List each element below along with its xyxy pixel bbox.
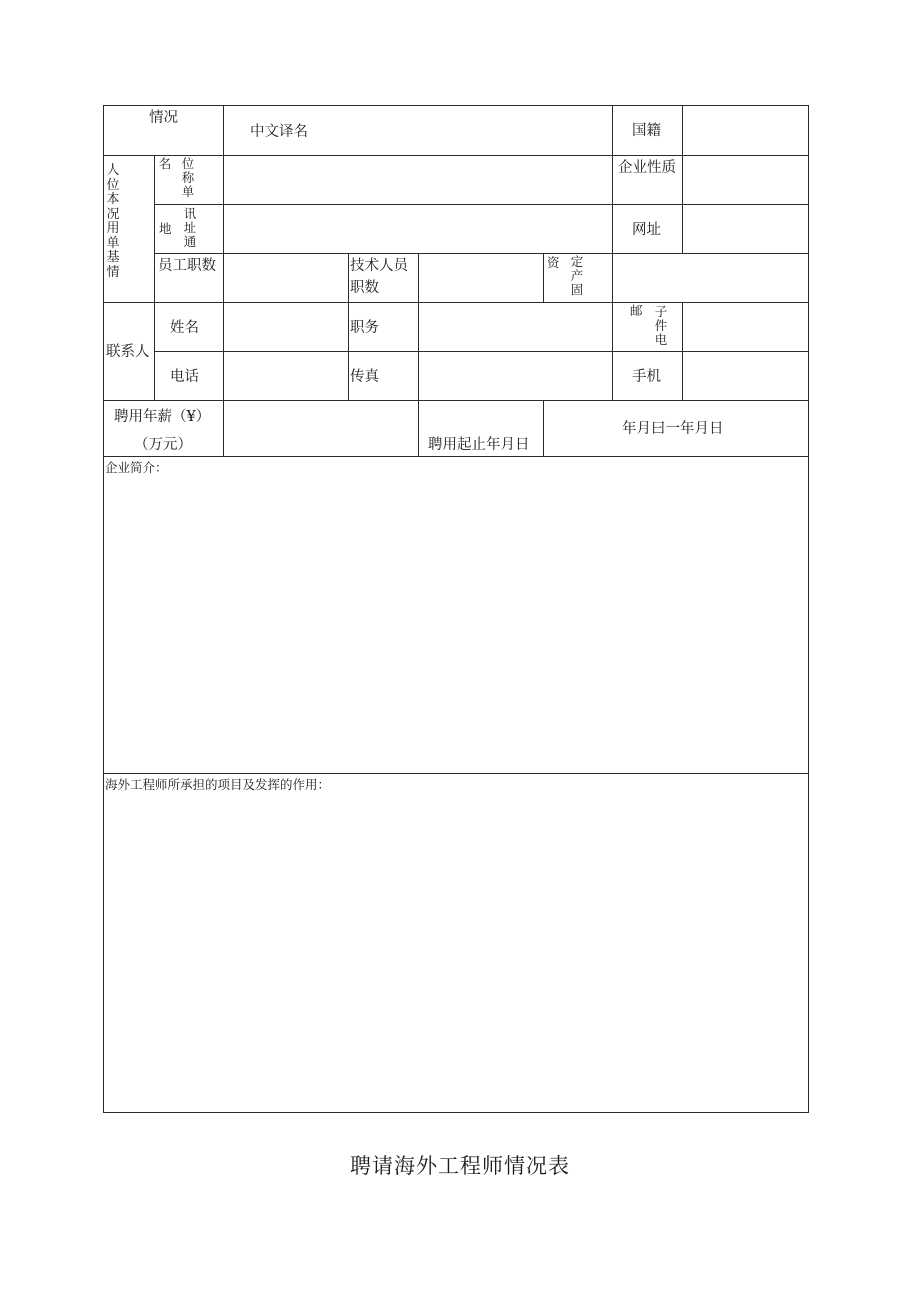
employment-period-value: 年月曰一年月日	[622, 421, 724, 437]
row-divider	[103, 155, 809, 156]
contact-position-label: 职务	[350, 320, 379, 336]
col-divider	[682, 302, 683, 401]
salary-label-line2: （万元）	[134, 437, 192, 453]
col-divider	[612, 105, 613, 401]
employer-section-label: 人位本况用单基情	[106, 163, 120, 280]
address-label-char: 地	[159, 221, 172, 236]
tech-staff-label-line2: 职数	[350, 280, 379, 296]
website-label: 网址	[632, 222, 661, 238]
mobile-label: 手机	[632, 369, 661, 385]
row-divider	[103, 400, 809, 401]
fixed-assets-label-a: 资	[547, 255, 560, 270]
col-divider	[418, 253, 419, 457]
unit-name-label-part	[181, 157, 195, 199]
col-divider	[348, 253, 349, 401]
employment-period-label: 聘用起止年月日	[428, 437, 530, 453]
col-divider	[223, 105, 224, 457]
document-title: 聘请海外工程师情况表	[350, 1154, 570, 1178]
row-divider	[103, 456, 809, 457]
fax-label: 传真	[350, 369, 379, 385]
row-divider	[103, 302, 809, 303]
nationality-label: 国籍	[632, 123, 661, 139]
table-border-top	[103, 105, 809, 106]
col-divider	[543, 253, 544, 303]
tech-staff-label-line1: 技术人员	[350, 258, 408, 274]
section-label-situation: 情况	[149, 110, 178, 126]
table-border-left	[103, 105, 104, 1113]
email-label-a: 邮	[630, 303, 643, 318]
unit-name-label-char: 名	[158, 156, 172, 171]
chinese-name-label: 中文译名	[250, 124, 308, 140]
company-intro-label: 企业简介：	[105, 460, 168, 475]
col-divider	[154, 155, 155, 401]
salary-label-line1: 聘用年薪（¥）	[114, 409, 211, 425]
row-divider	[154, 253, 809, 254]
unit-name-label-chars: 位称单	[181, 156, 195, 199]
staff-count-label: 员工职数	[158, 258, 216, 274]
contact-name-label: 姓名	[170, 320, 199, 336]
row-divider	[154, 204, 809, 205]
row-divider	[103, 773, 809, 774]
row-divider	[154, 351, 809, 352]
email-label-b: 子件电	[654, 304, 668, 347]
address-label-chars: 讯址通	[183, 206, 197, 249]
projects-label: 海外工程师所承担的项目及发挥的作用：	[105, 777, 331, 792]
col-divider	[682, 105, 683, 254]
phone-label: 电话	[170, 369, 199, 385]
unit-name-label-part	[158, 157, 172, 171]
table-border-right	[808, 105, 809, 1113]
fixed-assets-label-b: 定产固	[570, 254, 584, 297]
table-border-bottom	[103, 1112, 809, 1113]
enterprise-type-label: 企业性质	[618, 160, 676, 176]
contact-section-label: 联系人	[106, 344, 150, 360]
col-divider	[543, 400, 544, 457]
